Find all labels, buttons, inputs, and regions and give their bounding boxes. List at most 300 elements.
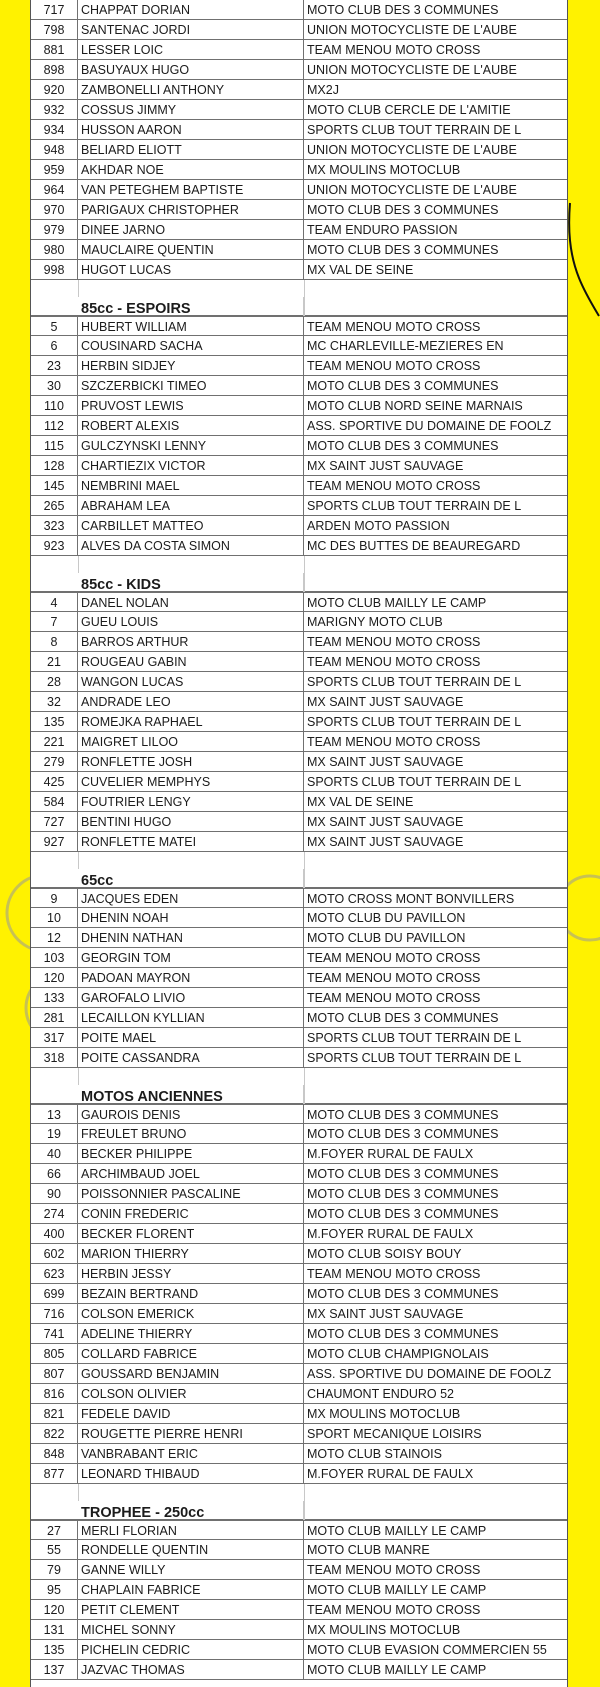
rider-club: SPORTS CLUB TOUT TERRAIN DE L: [307, 775, 522, 789]
rider-name: VAN PETEGHEM BAPTISTE: [78, 180, 304, 200]
rider-club: TEAM MENOU MOTO CROSS: [307, 635, 481, 649]
table-row: [31, 1444, 567, 1464]
rider-name: WANGON LUCAS: [78, 672, 304, 692]
table-row: [31, 316, 567, 336]
rider-name: DHENIN NOAH: [78, 908, 304, 928]
rider-number: 40: [31, 1144, 78, 1164]
rider-number: 6: [31, 336, 78, 356]
rider-name: BENTINI HUGO: [78, 812, 304, 832]
table-row: [31, 1640, 567, 1660]
rider-number: 717: [31, 0, 78, 20]
table-row: [31, 692, 567, 712]
rider-name: CONIN FREDERIC: [78, 1204, 304, 1224]
rider-number: 281: [31, 1008, 78, 1028]
table-row: [31, 1244, 567, 1264]
rider-name: MICHEL SONNY: [78, 1620, 304, 1640]
section-title: 85cc - KIDS: [78, 573, 304, 593]
rider-name: COLSON EMERICK: [78, 1304, 304, 1324]
rider-number: 279: [31, 752, 78, 772]
rider-club: SPORTS CLUB TOUT TERRAIN DE L: [307, 1031, 522, 1045]
rider-name: FREULET BRUNO: [78, 1124, 304, 1144]
table-row: [31, 632, 567, 652]
table-row: [31, 476, 567, 496]
rider-name: SZCZERBICKI TIMEO: [78, 376, 304, 396]
rider-club: SPORTS CLUB TOUT TERRAIN DE L: [307, 675, 522, 689]
rider-name: ABRAHAM LEA: [78, 496, 304, 516]
rider-name: HUGOT LUCAS: [78, 260, 304, 280]
table-row: [31, 1620, 567, 1640]
rider-club: MX MOULINS MOTOCLUB: [307, 1407, 461, 1421]
rider-club: MOTO CLUB DES 3 COMMUNES: [307, 1207, 499, 1221]
rider-number: 964: [31, 180, 78, 200]
table-row: [31, 120, 567, 140]
rider-name: GAROFALO LIVIO: [78, 988, 304, 1008]
results-sheet: [30, 0, 568, 1687]
table-row: [31, 928, 567, 948]
rider-name: CHARTIEZIX VICTOR: [78, 456, 304, 476]
rider-number: 27: [31, 1521, 78, 1541]
rider-club: MOTO CLUB NORD SEINE MARNAIS: [307, 399, 523, 413]
rider-club: SPORT MECANIQUE LOISIRS: [307, 1427, 482, 1441]
rider-club: UNION MOTOCYCLISTE DE L'AUBE: [307, 143, 517, 157]
rider-name: BEZAIN BERTRAND: [78, 1284, 304, 1304]
rider-number: 28: [31, 672, 78, 692]
rider-name: LECAILLON KYLLIAN: [78, 1008, 304, 1028]
rider-club: MOTO CLUB MANRE: [307, 1543, 430, 1557]
rider-number: 128: [31, 456, 78, 476]
rider-number: 400: [31, 1224, 78, 1244]
rider-number: 79: [31, 1560, 78, 1580]
rider-name: ROBERT ALEXIS: [78, 416, 304, 436]
rider-name: AKHDAR NOE: [78, 160, 304, 180]
rider-name: POITE CASSANDRA: [78, 1048, 304, 1068]
rider-number: 898: [31, 60, 78, 80]
table-row: [31, 968, 567, 988]
table-row: [31, 1224, 567, 1244]
rider-name: GOUSSARD BENJAMIN: [78, 1364, 304, 1384]
table-row: [31, 1364, 567, 1384]
section-header: [31, 1501, 567, 1520]
rider-name: PRUVOST LEWIS: [78, 396, 304, 416]
section-header: [31, 573, 567, 592]
rider-name: BECKER PHILIPPE: [78, 1144, 304, 1164]
rider-number: 265: [31, 496, 78, 516]
rider-club: MOTO CLUB DES 3 COMMUNES: [307, 439, 499, 453]
section-title: MOTOS ANCIENNES: [78, 1085, 304, 1105]
table-row: [31, 1204, 567, 1224]
rider-name: NEMBRINI MAEL: [78, 476, 304, 496]
rider-number: 970: [31, 200, 78, 220]
rider-club: TEAM MENOU MOTO CROSS: [307, 359, 481, 373]
rider-club: M.FOYER RURAL DE FAULX: [307, 1147, 474, 1161]
rider-club: TEAM MENOU MOTO CROSS: [307, 1603, 481, 1617]
rider-club: SPORTS CLUB TOUT TERRAIN DE L: [307, 715, 522, 729]
rider-name: MERLI FLORIAN: [78, 1521, 304, 1541]
rider-number: 699: [31, 1284, 78, 1304]
rider-club: MX MOULINS MOTOCLUB: [307, 1623, 461, 1637]
rider-club: SPORTS CLUB TOUT TERRAIN DE L: [307, 1051, 522, 1065]
rider-number: 623: [31, 1264, 78, 1284]
rider-number: 932: [31, 100, 78, 120]
rider-club: MOTO CROSS MONT BONVILLERS: [307, 892, 515, 906]
rider-number: 120: [31, 1600, 78, 1620]
rider-number: 110: [31, 396, 78, 416]
rider-name: GULCZYNSKI LENNY: [78, 436, 304, 456]
rider-number: 120: [31, 968, 78, 988]
rider-name: ALVES DA COSTA SIMON: [78, 536, 304, 556]
table-row: [31, 496, 567, 516]
rider-name: COSSUS JIMMY: [78, 100, 304, 120]
rider-club: MOTO CLUB EVASION COMMERCIEN 55: [307, 1643, 547, 1657]
table-row: [31, 1560, 567, 1580]
rider-number: 425: [31, 772, 78, 792]
rider-name: LEONARD THIBAUD: [78, 1464, 304, 1484]
rider-name: CHAPPAT DORIAN: [78, 0, 304, 20]
rider-name: JAZVAC THOMAS: [78, 1660, 304, 1680]
rider-number: 103: [31, 948, 78, 968]
rider-club: TEAM MENOU MOTO CROSS: [307, 735, 481, 749]
rider-club: MOTO CLUB DU PAVILLON: [307, 931, 466, 945]
rider-number: 4: [31, 593, 78, 613]
rider-name: POISSONNIER PASCALINE: [78, 1184, 304, 1204]
rider-number: 980: [31, 240, 78, 260]
rider-name: COUSINARD SACHA: [78, 336, 304, 356]
rider-name: GUEU LOUIS: [78, 612, 304, 632]
table-row: [31, 1344, 567, 1364]
table-row: [31, 1184, 567, 1204]
rider-number: 221: [31, 732, 78, 752]
rider-name: HERBIN SIDJEY: [78, 356, 304, 376]
rider-number: 135: [31, 1640, 78, 1660]
section-spacer: [31, 280, 567, 297]
rider-club: MX VAL DE SEINE: [307, 795, 414, 809]
rider-name: RONFLETTE JOSH: [78, 752, 304, 772]
rider-name: HERBIN JESSY: [78, 1264, 304, 1284]
rider-number: 317: [31, 1028, 78, 1048]
table-row: [31, 888, 567, 908]
rider-name: MARION THIERRY: [78, 1244, 304, 1264]
rider-name: PICHELIN CEDRIC: [78, 1640, 304, 1660]
table-row: [31, 1660, 567, 1680]
rider-club: MOTO CLUB DES 3 COMMUNES: [307, 1108, 499, 1122]
table-row: [31, 356, 567, 376]
rider-club: TEAM MENOU MOTO CROSS: [307, 479, 481, 493]
table-row: [31, 160, 567, 180]
table-row: [31, 672, 567, 692]
rider-club: MOTO CLUB MAILLY LE CAMP: [307, 1583, 487, 1597]
rider-number: 923: [31, 536, 78, 556]
rider-name: COLLARD FABRICE: [78, 1344, 304, 1364]
rider-club: ASS. SPORTIVE DU DOMAINE DE FOOLZ: [307, 1367, 552, 1381]
rider-name: RONDELLE QUENTIN: [78, 1540, 304, 1560]
rider-name: ZAMBONELLI ANTHONY: [78, 80, 304, 100]
rider-club: CHAUMONT ENDURO 52: [307, 1387, 455, 1401]
rider-number: 7: [31, 612, 78, 632]
table-row: [31, 1304, 567, 1324]
table-row: [31, 1048, 567, 1068]
rider-number: 920: [31, 80, 78, 100]
table-row: [31, 988, 567, 1008]
rider-name: BASUYAUX HUGO: [78, 60, 304, 80]
rider-number: 145: [31, 476, 78, 496]
table-row: [31, 60, 567, 80]
rider-number: 881: [31, 40, 78, 60]
rider-name: ARCHIMBAUD JOEL: [78, 1164, 304, 1184]
table-row: [31, 1028, 567, 1048]
rider-club: MOTO CLUB DES 3 COMMUNES: [307, 203, 499, 217]
rider-name: BELIARD ELIOTT: [78, 140, 304, 160]
table-row: [31, 792, 567, 812]
rider-club: MOTO CLUB STAINOIS: [307, 1447, 442, 1461]
rider-number: 32: [31, 692, 78, 712]
table-row: [31, 456, 567, 476]
rider-name: RONFLETTE MATEI: [78, 832, 304, 852]
rider-number: 10: [31, 908, 78, 928]
table-row: [31, 1284, 567, 1304]
rider-name: LESSER LOIC: [78, 40, 304, 60]
rider-club: MARIGNY MOTO CLUB: [307, 615, 443, 629]
table-row: [31, 1144, 567, 1164]
rider-club: UNION MOTOCYCLISTE DE L'AUBE: [307, 183, 517, 197]
rider-club: MOTO CLUB DES 3 COMMUNES: [307, 1127, 499, 1141]
rider-name: GANNE WILLY: [78, 1560, 304, 1580]
rider-number: 8: [31, 632, 78, 652]
rider-club: MX SAINT JUST SAUVAGE: [307, 459, 464, 473]
table-row: [31, 1580, 567, 1600]
table-row: [31, 752, 567, 772]
rider-club: MOTO CLUB MAILLY LE CAMP: [307, 596, 487, 610]
table-row: [31, 1424, 567, 1444]
table-row: [31, 1124, 567, 1144]
rider-number: 112: [31, 416, 78, 436]
section-header: [31, 1085, 567, 1104]
rider-club: TEAM MENOU MOTO CROSS: [307, 1563, 481, 1577]
section-title: 65cc: [78, 869, 304, 889]
rider-name: ROUGETTE PIERRE HENRI: [78, 1424, 304, 1444]
table-row: [31, 1520, 567, 1540]
rider-number: 584: [31, 792, 78, 812]
rider-number: 318: [31, 1048, 78, 1068]
section-title: TROPHEE - 250cc: [78, 1501, 304, 1521]
rider-name: BARROS ARTHUR: [78, 632, 304, 652]
rider-number: 115: [31, 436, 78, 456]
table-row: [31, 140, 567, 160]
rider-club: ASS. SPORTIVE DU DOMAINE DE FOOLZ: [307, 419, 552, 433]
rider-number: 137: [31, 1660, 78, 1680]
handdrawn-stroke: [565, 198, 600, 318]
table-row: [31, 220, 567, 240]
table-row: [31, 772, 567, 792]
table-row: [31, 1404, 567, 1424]
table-row: [31, 1600, 567, 1620]
rider-number: 948: [31, 140, 78, 160]
rider-number: 9: [31, 889, 78, 909]
rider-club: MOTO CLUB CHAMPIGNOLAIS: [307, 1347, 489, 1361]
rider-club: MX SAINT JUST SAUVAGE: [307, 755, 464, 769]
section-spacer: [31, 556, 567, 573]
table-row: [31, 240, 567, 260]
rider-club: M.FOYER RURAL DE FAULX: [307, 1227, 474, 1241]
table-row: [31, 1164, 567, 1184]
rider-number: 805: [31, 1344, 78, 1364]
table-row: [31, 652, 567, 672]
rider-club: MX VAL DE SEINE: [307, 263, 414, 277]
rider-club: SPORTS CLUB TOUT TERRAIN DE L: [307, 499, 522, 513]
rider-number: 23: [31, 356, 78, 376]
rider-name: HUSSON AARON: [78, 120, 304, 140]
rider-number: 877: [31, 1464, 78, 1484]
rider-club: M.FOYER RURAL DE FAULX: [307, 1467, 474, 1481]
rider-number: 95: [31, 1580, 78, 1600]
rider-name: DANEL NOLAN: [78, 593, 304, 613]
rider-number: 602: [31, 1244, 78, 1264]
rider-club: MOTO CLUB SOISY BOUY: [307, 1247, 462, 1261]
rider-name: PETIT CLEMENT: [78, 1600, 304, 1620]
table-row: [31, 908, 567, 928]
rider-club: MOTO CLUB CERCLE DE L'AMITIE: [307, 103, 511, 117]
rider-club: MOTO CLUB DES 3 COMMUNES: [307, 1287, 499, 1301]
rider-name: ADELINE THIERRY: [78, 1324, 304, 1344]
rider-name: FOUTRIER LENGY: [78, 792, 304, 812]
rider-number: 727: [31, 812, 78, 832]
rider-club: TEAM MENOU MOTO CROSS: [307, 43, 481, 57]
rider-name: ROUGEAU GABIN: [78, 652, 304, 672]
rider-name: CUVELIER MEMPHYS: [78, 772, 304, 792]
table-row: [31, 612, 567, 632]
section-header: [31, 869, 567, 888]
section-spacer: [31, 1484, 567, 1501]
rider-club: MX2J: [307, 83, 339, 97]
rider-name: SANTENAC JORDI: [78, 20, 304, 40]
rider-club: TEAM MENOU MOTO CROSS: [307, 991, 481, 1005]
rider-name: HUBERT WILLIAM: [78, 317, 304, 337]
table-row: [31, 0, 567, 20]
rider-number: 934: [31, 120, 78, 140]
rider-number: 979: [31, 220, 78, 240]
table-row: [31, 416, 567, 436]
table-row: [31, 200, 567, 220]
rider-club: MX SAINT JUST SAUVAGE: [307, 1307, 464, 1321]
table-row: [31, 536, 567, 556]
rider-number: 959: [31, 160, 78, 180]
rider-number: 716: [31, 1304, 78, 1324]
section-spacer: [31, 1068, 567, 1085]
table-row: [31, 712, 567, 732]
table-row: [31, 812, 567, 832]
rider-number: 848: [31, 1444, 78, 1464]
rider-name: DHENIN NATHAN: [78, 928, 304, 948]
rider-name: MAIGRET LILOO: [78, 732, 304, 752]
rider-number: 807: [31, 1364, 78, 1384]
rider-number: 90: [31, 1184, 78, 1204]
rider-club: MOTO CLUB DES 3 COMMUNES: [307, 379, 499, 393]
rider-number: 798: [31, 20, 78, 40]
rider-club: UNION MOTOCYCLISTE DE L'AUBE: [307, 63, 517, 77]
rider-club: TEAM MENOU MOTO CROSS: [307, 655, 481, 669]
rider-club: MOTO CLUB MAILLY LE CAMP: [307, 1524, 487, 1538]
table-row: [31, 592, 567, 612]
rider-club: SPORTS CLUB TOUT TERRAIN DE L: [307, 123, 522, 137]
rider-number: 135: [31, 712, 78, 732]
section-title: 85cc - ESPOIRS: [78, 297, 304, 317]
rider-number: 13: [31, 1105, 78, 1125]
rider-club: MX SAINT JUST SAUVAGE: [307, 695, 464, 709]
rider-number: 30: [31, 376, 78, 396]
rider-name: FEDELE DAVID: [78, 1404, 304, 1424]
rider-number: 821: [31, 1404, 78, 1424]
rider-club: MOTO CLUB DES 3 COMMUNES: [307, 3, 499, 17]
table-row: [31, 1540, 567, 1560]
rider-club: MC CHARLEVILLE-MEZIERES EN: [307, 339, 504, 353]
rider-club: MX SAINT JUST SAUVAGE: [307, 835, 464, 849]
rider-number: 323: [31, 516, 78, 536]
rider-club: MOTO CLUB MAILLY LE CAMP: [307, 1663, 487, 1677]
table-row: [31, 20, 567, 40]
rider-club: MC DES BUTTES DE BEAUREGARD: [307, 539, 521, 553]
rider-club: TEAM MENOU MOTO CROSS: [307, 951, 481, 965]
rider-number: 274: [31, 1204, 78, 1224]
rider-name: ROMEJKA RAPHAEL: [78, 712, 304, 732]
rider-club: TEAM MENOU MOTO CROSS: [307, 320, 481, 334]
rider-number: 5: [31, 317, 78, 337]
rider-club: ARDEN MOTO PASSION: [307, 519, 450, 533]
table-row: [31, 1464, 567, 1484]
rider-number: 21: [31, 652, 78, 672]
section-header: [31, 297, 567, 316]
rider-name: PARIGAUX CHRISTOPHER: [78, 200, 304, 220]
table-row: [31, 396, 567, 416]
table-row: [31, 1264, 567, 1284]
rider-number: 12: [31, 928, 78, 948]
rider-club: MOTO CLUB DU PAVILLON: [307, 911, 466, 925]
table-row: [31, 80, 567, 100]
rider-club: MX MOULINS MOTOCLUB: [307, 163, 461, 177]
rider-club: MOTO CLUB DES 3 COMMUNES: [307, 1011, 499, 1025]
rider-number: 19: [31, 1124, 78, 1144]
table-row: [31, 732, 567, 752]
rider-number: 927: [31, 832, 78, 852]
rider-number: 66: [31, 1164, 78, 1184]
rider-club: MX SAINT JUST SAUVAGE: [307, 815, 464, 829]
table-row: [31, 832, 567, 852]
rider-number: 131: [31, 1620, 78, 1640]
rider-number: 133: [31, 988, 78, 1008]
rider-name: GEORGIN TOM: [78, 948, 304, 968]
table-row: [31, 376, 567, 396]
rider-name: VANBRABANT ERIC: [78, 1444, 304, 1464]
table-row: [31, 948, 567, 968]
table-row: [31, 180, 567, 200]
rider-name: PADOAN MAYRON: [78, 968, 304, 988]
rider-club: MOTO CLUB DES 3 COMMUNES: [307, 1187, 499, 1201]
rider-number: 816: [31, 1384, 78, 1404]
rider-club: UNION MOTOCYCLISTE DE L'AUBE: [307, 23, 517, 37]
rider-number: 822: [31, 1424, 78, 1444]
table-row: [31, 436, 567, 456]
table-row: [31, 260, 567, 280]
rider-name: CHAPLAIN FABRICE: [78, 1580, 304, 1600]
table-row: [31, 1008, 567, 1028]
rider-number: 998: [31, 260, 78, 280]
table-row: [31, 100, 567, 120]
section-spacer: [31, 852, 567, 869]
table-row: [31, 336, 567, 356]
table-row: [31, 1104, 567, 1124]
rider-name: ANDRADE LEO: [78, 692, 304, 712]
rider-name: DINEE JARNO: [78, 220, 304, 240]
rider-name: JACQUES EDEN: [78, 889, 304, 909]
table-row: [31, 1324, 567, 1344]
